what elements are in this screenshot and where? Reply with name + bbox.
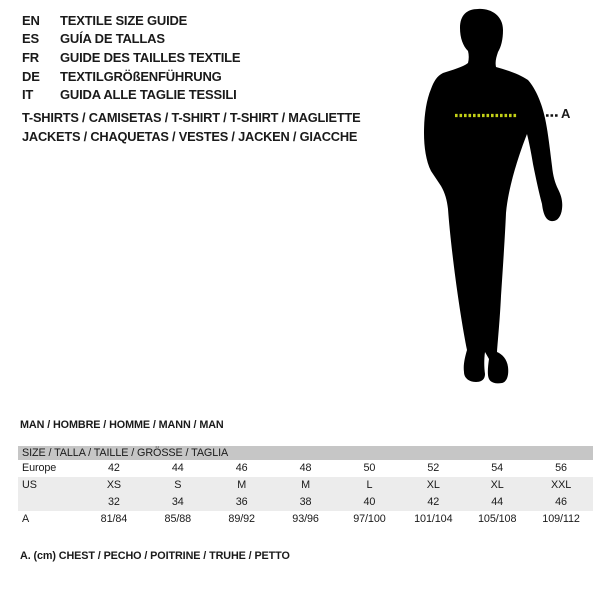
measurement-label-a: A	[561, 106, 571, 121]
table-row-chest-cm	[18, 511, 593, 528]
language-title: TEXTILE SIZE GUIDE	[60, 12, 188, 28]
size-cell: M	[301, 479, 311, 491]
language-code: IT	[22, 87, 34, 103]
table-row-us-numbers	[18, 494, 593, 511]
size-cell: XL	[426, 479, 440, 491]
size-cell: 52	[427, 462, 440, 474]
size-cell: S	[174, 479, 182, 491]
measurement-footnote: A. (cm) CHEST / PECHO / POITRINE / TRUHE / PETTO	[20, 550, 290, 562]
language-code: DE	[22, 68, 40, 84]
size-cell: 46	[235, 462, 248, 474]
row-label	[18, 494, 82, 511]
language-code: ES	[22, 31, 39, 47]
language-title: GUÍA DE TALLAS	[60, 31, 165, 47]
size-table	[18, 446, 593, 528]
size-cell: 50	[363, 462, 376, 474]
size-cell: 32	[108, 496, 120, 508]
table-row-europe	[18, 460, 593, 477]
language-row	[22, 85, 240, 104]
size-cell: 97/100	[353, 513, 386, 525]
man-figure	[395, 0, 600, 395]
size-cell: 105/108	[478, 513, 517, 525]
language-title: GUIDE DES TAILLES TEXTILE	[60, 49, 241, 65]
row-label: Europe	[22, 462, 57, 474]
language-title: GUIDA ALLE TAGLIE TESSILI	[60, 87, 237, 103]
size-cell: 40	[363, 496, 376, 508]
size-table-header: SIZE / TALLA / TAILLE / GRÖSSE / TAGLIA	[18, 446, 593, 460]
size-cell: 38	[299, 496, 312, 508]
language-code: FR	[22, 49, 39, 65]
size-cell: 85/88	[164, 513, 192, 525]
size-cell: 93/96	[292, 513, 319, 525]
size-cell: 56	[555, 462, 567, 474]
row-label: A	[22, 513, 30, 525]
language-row	[22, 11, 240, 30]
man-silhouette	[395, 0, 600, 395]
size-cell: 36	[235, 496, 248, 508]
size-cell: XL	[490, 479, 504, 491]
size-cell: 89/92	[228, 513, 255, 525]
language-row	[22, 48, 240, 67]
size-cell: 42	[427, 496, 440, 508]
size-cell: 109/112	[542, 513, 580, 525]
row-label: US	[22, 479, 37, 491]
language-title: TEXTILGRÖßENFÜHRUNG	[60, 68, 222, 84]
size-cell: L	[366, 479, 373, 491]
size-cell: XS	[106, 479, 122, 491]
category-line-jackets: JACKETS / CHAQUETAS / VESTES / JACKEN / GIACCHE	[22, 129, 358, 144]
section-title-man: MAN / HOMBRE / HOMME / MANN / MAN	[20, 419, 224, 431]
size-cell: XXL	[551, 479, 572, 491]
size-cell: 46	[555, 496, 567, 508]
category-list	[22, 108, 360, 146]
size-cell: 54	[491, 462, 504, 474]
size-cell: 34	[171, 496, 184, 508]
language-list	[22, 11, 240, 104]
table-row-us-letters	[18, 477, 593, 494]
size-cell: 48	[299, 462, 312, 474]
category-line-tshirts: T-SHIRTS / CAMISETAS / T-SHIRT / T-SHIRT / MAGLIETTE	[22, 110, 361, 125]
size-cell: 44	[491, 496, 504, 508]
language-code: EN	[22, 12, 40, 28]
size-cell: 42	[108, 462, 120, 474]
size-cell: M	[237, 479, 247, 491]
language-row	[22, 67, 240, 86]
man-silhouette-shape	[424, 9, 562, 383]
language-row	[22, 30, 240, 49]
size-cell: 101/104	[414, 513, 453, 525]
size-cell: 81/84	[100, 513, 128, 525]
size-cell: 44	[171, 462, 184, 474]
